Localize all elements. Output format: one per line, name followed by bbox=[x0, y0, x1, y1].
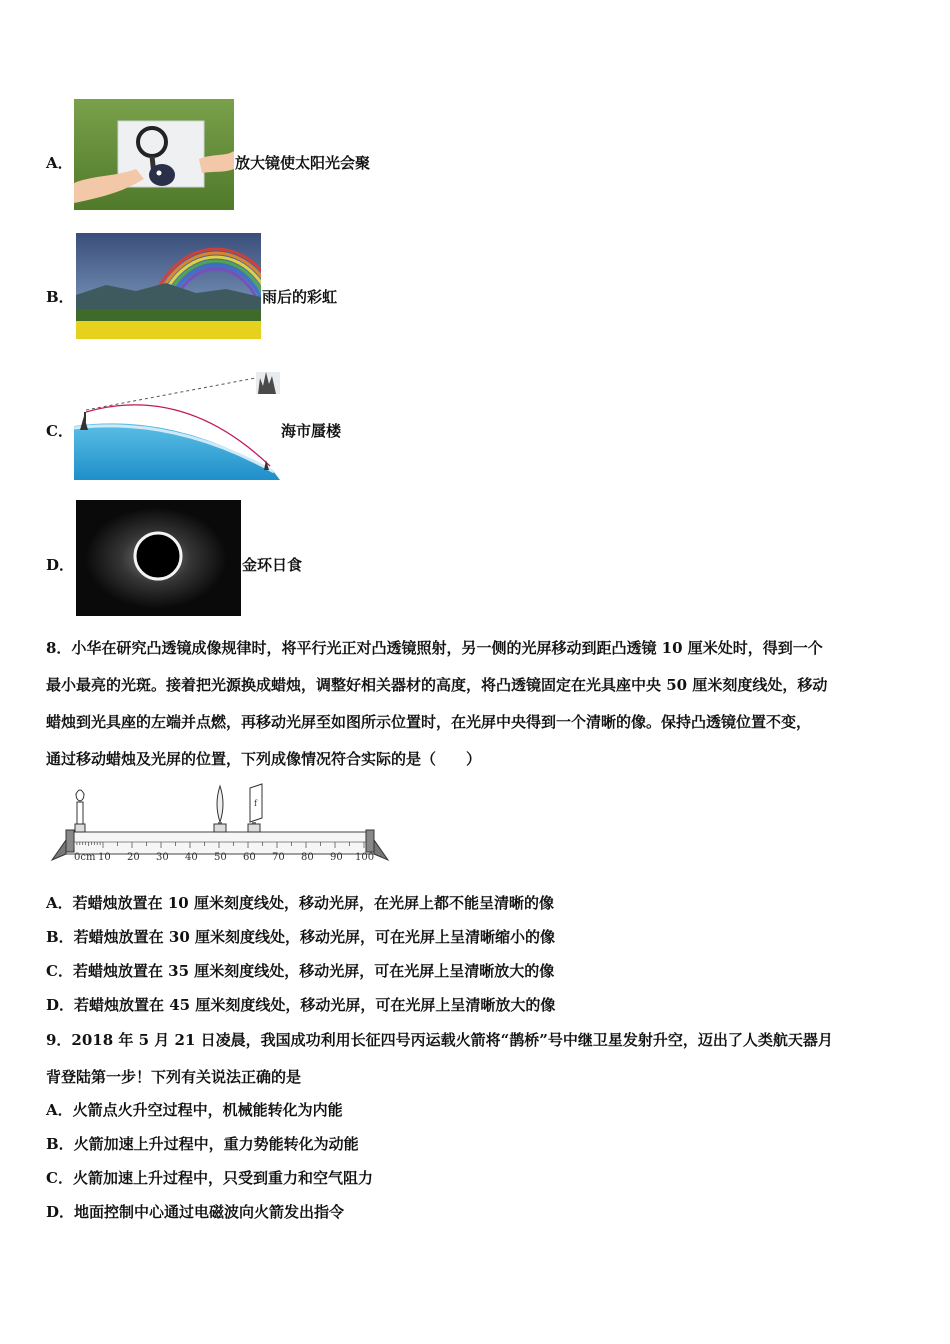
candle-icon bbox=[75, 790, 85, 832]
tick-40: 40 bbox=[185, 852, 198, 863]
q9-option-b: B．火箭加速上升过程中，重力势能转化为动能 bbox=[46, 1135, 359, 1153]
optical-bench-figure bbox=[50, 782, 390, 868]
option-b-caption: 雨后的彩虹 bbox=[262, 288, 338, 306]
q9-option-a: A．火箭点火升空过程中，机械能转化为内能 bbox=[46, 1101, 343, 1119]
tick-30: 30 bbox=[156, 852, 169, 863]
tick-80: 80 bbox=[301, 852, 314, 863]
tick-70: 70 bbox=[272, 852, 285, 863]
q8-option-a: A．若蜡烛放置在 10 厘米刻度线处，移动光屏，在光屏上都不能呈清晰的像 bbox=[46, 894, 554, 912]
q8-line: 最小最亮的光斑。接着把光源换成蜡烛，调整好相关器材的高度，将凸透镜固定在光具座中央 50 厘米刻度线处，移动 bbox=[46, 676, 828, 694]
svg-text:f: f bbox=[254, 799, 257, 808]
tick-100: 100 bbox=[355, 852, 375, 863]
tick-10: 10 bbox=[98, 852, 111, 863]
option-c-caption: 海市蜃楼 bbox=[281, 422, 342, 440]
light-screen-icon bbox=[248, 784, 262, 832]
magnifier-photo bbox=[74, 99, 234, 210]
lens-icon bbox=[214, 786, 226, 832]
q8-option-c: C．若蜡烛放置在 35 厘米刻度线处，移动光屏，可在光屏上呈清晰放大的像 bbox=[46, 962, 555, 980]
q8-line: 8．小华在研究凸透镜成像规律时，将平行光正对凸透镜照射，另一侧的光屏移动到距凸透镜 10 厘米处时，得到一个 bbox=[46, 639, 823, 657]
option-d-caption: 金环日食 bbox=[242, 556, 303, 574]
q8-option-d: D．若蜡烛放置在 45 厘米刻度线处，移动光屏，可在光屏上呈清晰放大的像 bbox=[46, 996, 556, 1014]
option-a-caption: 放大镜使太阳光会聚 bbox=[235, 154, 371, 172]
q8-line: 通过移动蜡烛及光屏的位置，下列成像情况符合实际的是（ ） bbox=[46, 750, 482, 768]
mirage-diagram bbox=[74, 368, 280, 480]
tick-60: 60 bbox=[243, 852, 256, 863]
eclipse-photo bbox=[76, 500, 241, 616]
rainbow-photo bbox=[76, 233, 261, 339]
q9-option-c: C．火箭加速上升过程中，只受到重力和空气阻力 bbox=[46, 1169, 373, 1187]
option-c-label: C． bbox=[46, 422, 73, 440]
option-a-label: A． bbox=[46, 154, 73, 172]
option-d-label: D． bbox=[46, 556, 75, 574]
tick-50: 50 bbox=[214, 852, 227, 863]
q9-line: 背登陆第一步！下列有关说法正确的是 bbox=[46, 1068, 302, 1086]
option-b-label: B． bbox=[46, 288, 74, 306]
q8-option-b: B．若蜡烛放置在 30 厘米刻度线处，移动光屏，可在光屏上呈清晰缩小的像 bbox=[46, 928, 555, 946]
tick-90: 90 bbox=[330, 852, 343, 863]
question-8-text bbox=[46, 630, 916, 778]
tick-0: 0cm bbox=[74, 852, 96, 863]
tick-20: 20 bbox=[127, 852, 140, 863]
q8-line: 蜡烛到光具座的左端并点燃，再移动光屏至如图所示位置时，在光屏中央得到一个清晰的像。保持凸透镜位置不变， bbox=[46, 713, 812, 731]
q9-option-d: D．地面控制中心通过电磁波向火箭发出指令 bbox=[46, 1203, 345, 1221]
q9-line: 9．2018 年 5 月 21 日凌晨，我国成功利用长征四号丙运载火箭将“鹊桥”号中继卫星发射升空，迈出了人类航天器月 bbox=[46, 1031, 833, 1049]
